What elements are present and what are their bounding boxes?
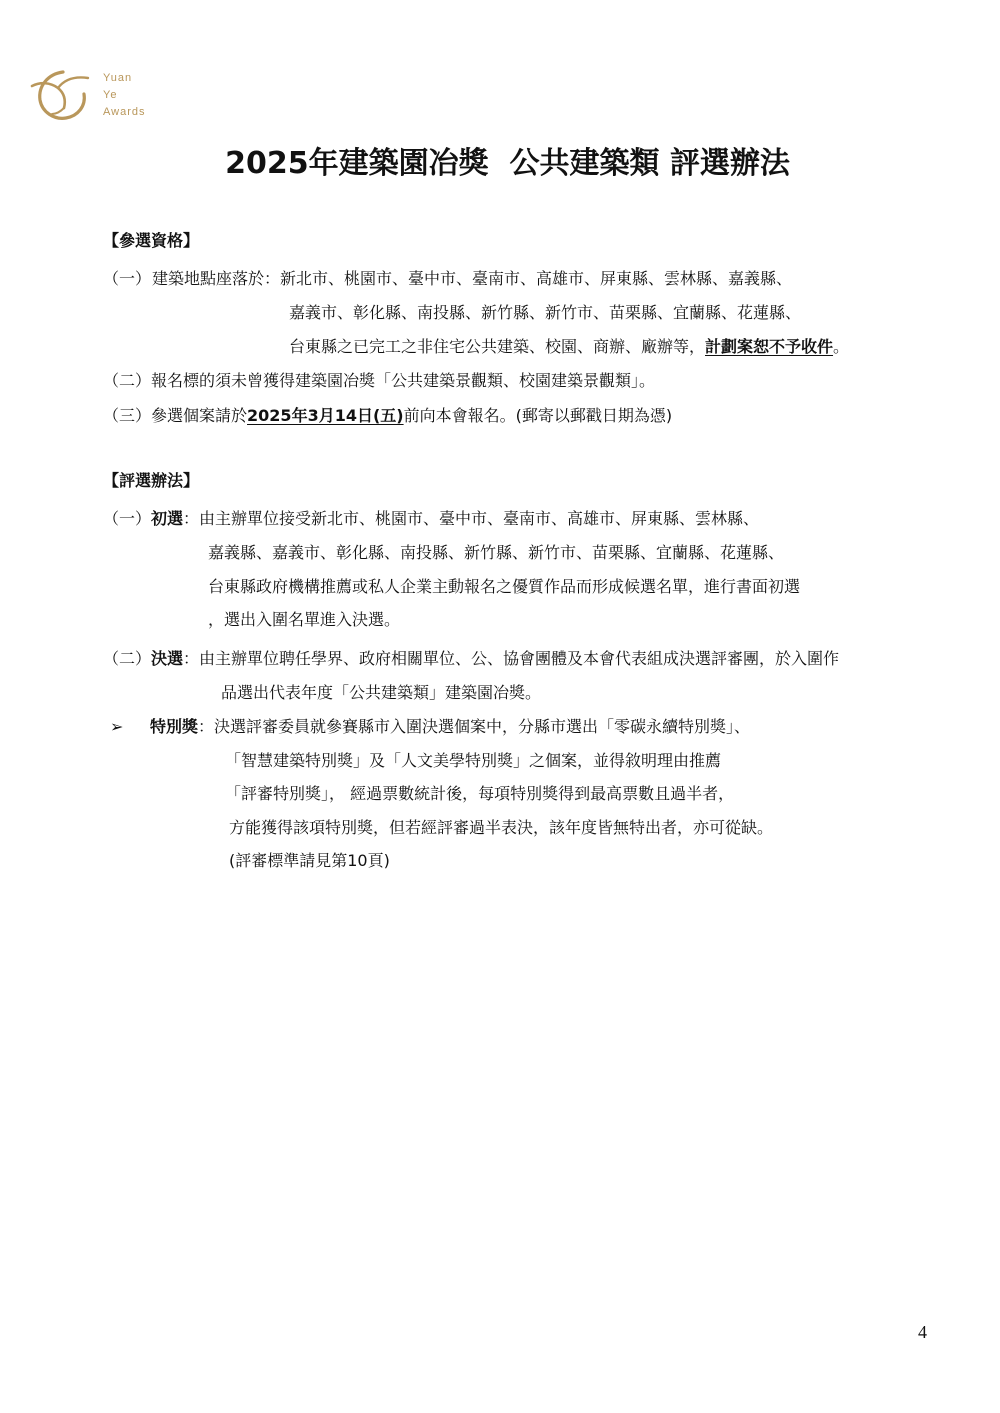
logo-line-2: Ye	[103, 89, 118, 101]
eligibility-item-3-text-a: 參選個案請於	[151, 406, 248, 425]
method-item-1-line-2: 嘉義縣、嘉義市、彰化縣、南投縣、新竹縣、新竹市、苗栗縣、宜蘭縣、花蓮縣、	[208, 543, 785, 562]
eligibility-item-1-line-1: 建築地點座落於：新北市、桃園市、臺中市、臺南市、高雄市、屏東縣、雲林縣、嘉義縣、	[152, 269, 793, 288]
method-item-2-line-2: 品選出代表年度「公共建築類」建築園冶獎。	[221, 683, 542, 702]
eligibility-item-1-line-3-end: 。	[833, 337, 850, 356]
special-award-label: 特別獎	[150, 717, 199, 736]
eligibility-item-1-marker: （一）	[103, 269, 152, 288]
criteria-reference-note: (評審標準請見第10頁)	[229, 851, 390, 870]
eligibility-item-2	[103, 370, 655, 392]
special-award-line-4: 方能獲得該項特別獎，但若經評審過半表決，該年度皆無特出者，亦可從缺。	[229, 818, 774, 837]
no-planning-case-notice: 計劃案恕不予收件	[705, 337, 834, 356]
eligibility-item-3	[103, 405, 672, 427]
method-item-2-marker: （二）	[103, 649, 152, 668]
method-item-1-line-1	[103, 508, 759, 530]
eligibility-item-3-text-b: 前向本會報名。(郵寄以郵戳日期為憑)	[403, 406, 673, 425]
method-heading: 【評選辦法】	[103, 471, 200, 490]
yuan-ye-awards-logo	[30, 68, 170, 124]
special-award-line-2: 「智慧建築特別獎」及「人文美學特別獎」之個案，並得敘明理由推薦	[225, 751, 722, 770]
eligibility-heading: 【參選資格】	[103, 231, 200, 250]
logo-line-3: Awards	[103, 106, 146, 118]
method-item-2-text-1: ：由主辦單位聘任學界、政府相關單位、公、協會團體及本會代表組成決選評審團，於入圍作	[183, 649, 840, 668]
eligibility-item-3-marker: （三）	[103, 406, 152, 425]
eligibility-item-1-line-3-text: 台東縣之已完工之非住宅公共建築、校園、商辦、廠辦等，	[289, 337, 706, 356]
eligibility-item-1-line-2: 嘉義市、彰化縣、南投縣、新竹縣、新竹市、苗栗縣、宜蘭縣、花蓮縣、	[289, 303, 802, 322]
method-item-1-text-1: ：由主辦單位接受新北市、桃園市、臺中市、臺南市、高雄市、屏東縣、雲林縣、	[183, 509, 760, 528]
logo-wordmark	[103, 70, 145, 121]
method-item-2-line-1	[103, 648, 839, 670]
special-award-bullet-icon: ➢	[110, 717, 124, 736]
method-item-1-line-4: ，選出入圍名單進入決選。	[208, 610, 401, 629]
final-selection-label: 決選	[151, 649, 184, 668]
crane-emblem-icon	[30, 68, 96, 124]
method-item-1-marker: （一）	[103, 509, 152, 528]
page-title: 2025年建築園冶獎 公共建築類 評選辦法	[225, 146, 790, 181]
eligibility-item-1-line-3	[289, 336, 849, 358]
special-award-text-1: ：決選評審委員就參賽縣市入圍決選個案中，分縣市選出「零碳永續特別獎」、	[198, 717, 751, 736]
method-item-1-line-3: 台東縣政府機構推薦或私人企業主動報名之優質作品而形成候選名單，進行書面初選	[208, 577, 801, 596]
special-award-line-1	[150, 716, 750, 738]
page-number: 4	[918, 1322, 927, 1342]
eligibility-item-2-text: 報名標的須未曾獲得建築園冶獎「公共建築景觀類、校園建築景觀類」。	[151, 371, 656, 390]
eligibility-item-2-marker: （二）	[103, 371, 152, 390]
special-award-line-3: 「評審特別獎」， 經過票數統計後，每項特別獎得到最高票數且過半者，	[225, 784, 735, 803]
preliminary-label: 初選	[151, 509, 184, 528]
registration-deadline: 2025年3月14日(五)	[247, 406, 404, 425]
logo-line-1: Yuan	[103, 72, 133, 84]
